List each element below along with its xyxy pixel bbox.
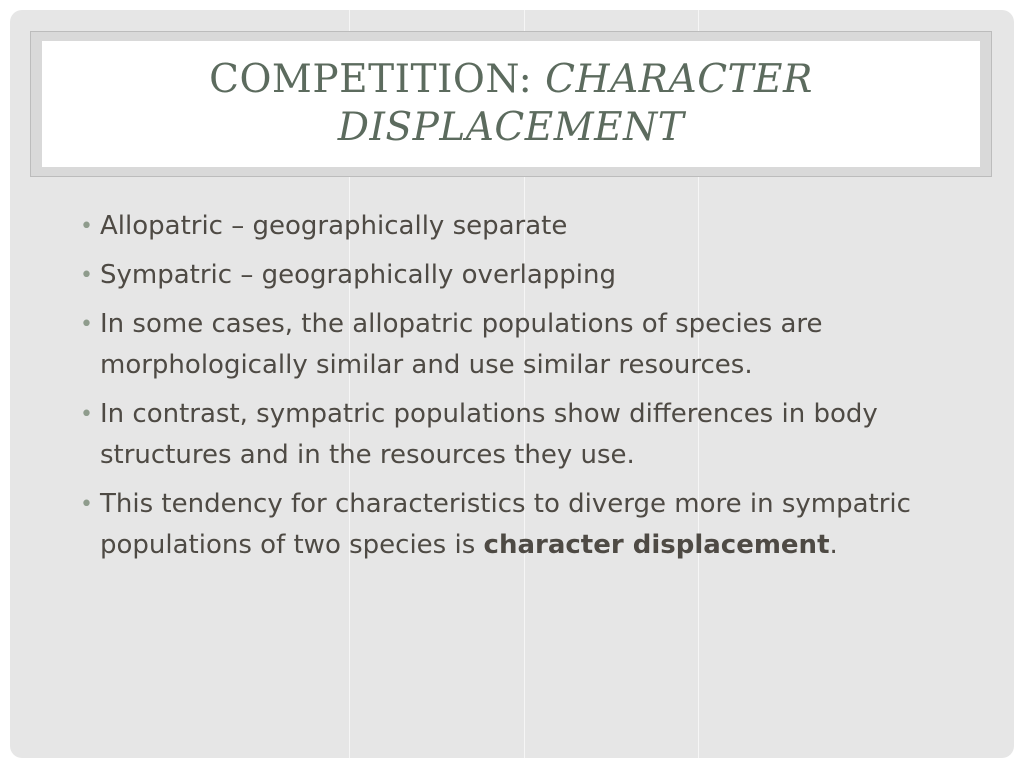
slide	[10, 10, 1014, 758]
bullet-dot-icon: •	[80, 214, 93, 239]
bullet-dot-icon: •	[80, 402, 93, 427]
bullet-dot-icon: •	[80, 263, 93, 288]
bullet-item	[78, 484, 968, 566]
title-frame	[30, 31, 992, 177]
title-part-2: CHARACTER DISPLACEMENT	[337, 57, 813, 150]
bullet-text: Allopatric – geographically separate	[100, 211, 568, 241]
title-box	[42, 41, 980, 167]
bullet-item	[78, 206, 968, 247]
bullet-item	[78, 304, 968, 386]
slide-title	[42, 56, 980, 152]
title-part-1: COMPETITION:	[209, 57, 546, 102]
bullet-key-term: character displacement	[483, 530, 830, 560]
bullet-item	[78, 255, 968, 296]
bullet-dot-icon: •	[80, 492, 93, 517]
bullet-dot-icon: •	[80, 312, 93, 337]
bullet-text: In contrast, sympatric populations show differences in body structures and in the resources they use.	[100, 399, 878, 470]
bullet-list	[78, 206, 968, 574]
bullet-text: In some cases, the allopatric populations of species are morphologically similar and use similar resources.	[100, 309, 823, 380]
bullet-item	[78, 394, 968, 476]
bullet-text: Sympatric – geographically overlapping	[100, 260, 617, 290]
bullet-text-post: .	[829, 530, 838, 560]
bullet-text-pre: This tendency for characteristics to diverge more in sympatric populations of two species is	[100, 489, 911, 560]
